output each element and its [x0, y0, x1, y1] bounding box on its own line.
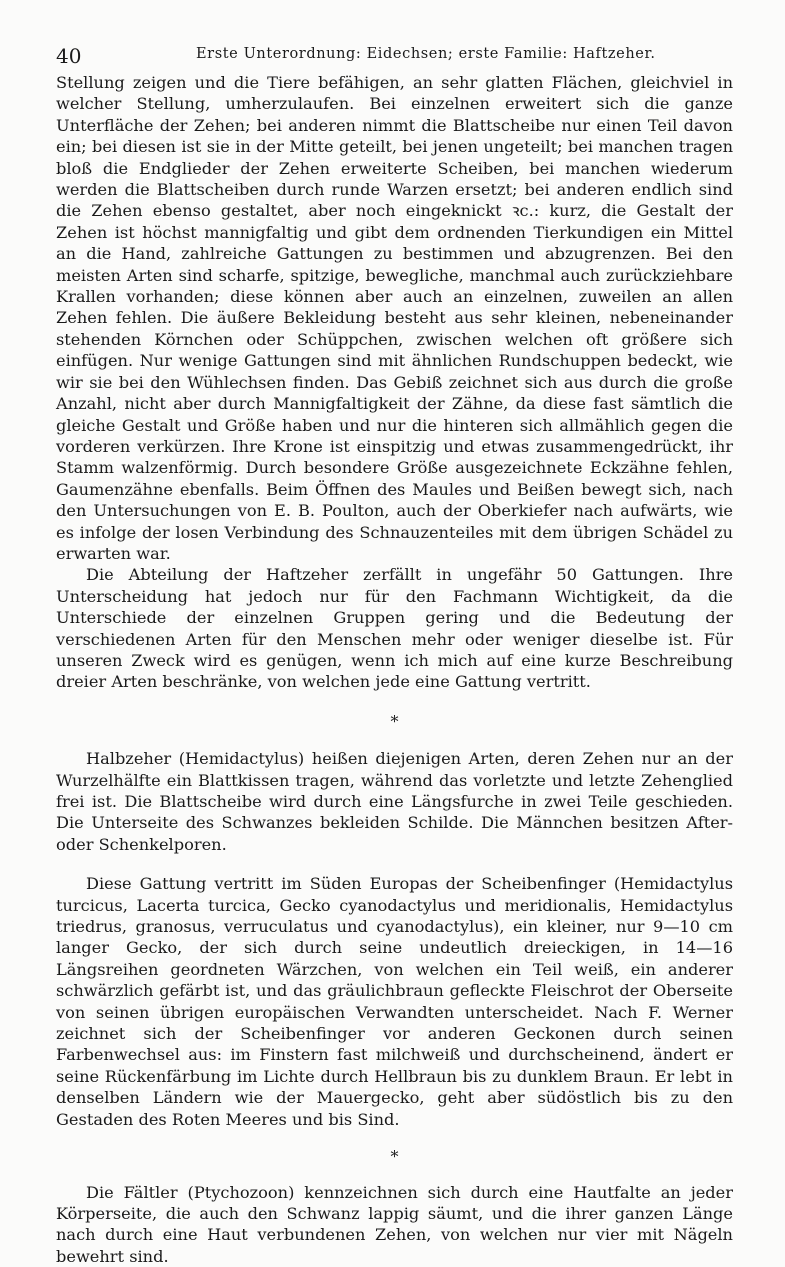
paragraph-hemidactylus: Halbzeher (Hemidactylus) heißen diejenigen Arten, deren Zehen nur an der Wurzelhälfte ein Blattkissen tragen, während das vorletzte und letzte Zehenglied frei ist. Die Blattscheibe wird durch eine Längsfurche in zwei Teile geschieden. Die Unterseite des Schwanzes bekleiden Schilde. Die Männchen besitzen After- oder Schenkelporen.: [56, 748, 733, 855]
section-separator: *: [56, 1146, 733, 1167]
section-separator: *: [56, 711, 733, 732]
paragraph-ptychozoon: Die Fältler (Ptychozoon) kennzeichnen sich durch eine Hautfalte an jeder Körperseite, die auch den Schwanz lappig säumt, und die ihrer ganzen Länge nach durch eine Haut verbundenen Zehen, von welchen nur vier mit Nägeln bewehrt sind.: [56, 1182, 733, 1267]
paragraph-genera-overview: Die Abteilung der Haftzeher zerfällt in ungefähr 50 Gattungen. Ihre Unterscheidung hat jedoch nur für den Fachmann Wichtigkeit, da die Unterschiede der einzelnen Gruppen gering und die Bedeutung der verschiedenen Arten für den Menschen mehr oder weniger dieselbe ist. Für unseren Zweck wird es genügen, wenn ich mich auf eine kurze Beschreibung dreier Arten beschränke, von welchen jede eine Gattung vertritt.: [56, 564, 733, 692]
page-body: [56, 72, 733, 1267]
paragraph-toe-structure: Stellung zeigen und die Tiere befähigen, an sehr glatten Flächen, gleichviel in welcher Stellung, umherzulaufen. Bei einzelnen erweitert sich die ganze Unterfläche der Zehen; bei anderen nimmt die Blattscheibe nur einen Teil davon ein; bei diesen ist sie in der Mitte geteilt, bei jenen ungeteilt; bei manchen tragen bloß die Endglieder der Zehen erweiterte Scheiben, bei manchen wiederum werden die Blattscheiben durch runde Warzen ersetzt; bei anderen endlich sind die Zehen ebenso gestaltet, aber noch eingeknickt ꝛc.: kurz, die Gestalt der Zehen ist höchst mannigfaltig und gibt dem ordnenden Tierkundigen ein Mittel an die Hand, zahlreiche Gattungen zu bestimmen und abzugrenzen. Bei den meisten Arten sind scharfe, spitzige, bewegliche, manchmal auch zurückziehbare Krallen vorhanden; diese können aber auch an einzelnen, zuweilen an allen Zehen fehlen. Die äußere Bekleidung besteht aus sehr kleinen, nebeneinander stehenden Körnchen oder Schüppchen, zwischen welchen oft größere sich einfügen. Nur wenige Gattungen sind mit ähnlichen Rundschuppen bedeckt, wie wir sie bei den Wühlechsen finden. Das Gebiß zeichnet sich aus durch die große Anzahl, nicht aber durch Mannigfaltigkeit der Zähne, da diese fast sämtlich die gleiche Gestalt und Größe haben und nur die hinteren sich allmählich gegen die vorderen verkürzen. Ihre Krone ist einspitzig und etwas zusammengedrückt, ihr Stamm walzenförmig. Durch besondere Größe ausgezeichnete Eckzähne fehlen, Gaumenzähne ebenfalls. Beim Öffnen des Maules und Beißen bewegt sich, nach den Untersuchungen von E. B. Poulton, auch der Oberkiefer nach aufwärts, wie es infolge der losen Verbindung des Schnauzenteiles mit dem übrigen Schädel zu erwarten war.: [56, 72, 733, 564]
page-number: 40: [56, 44, 81, 68]
paragraph-scheibenfinger: Diese Gattung vertritt im Süden Europas der Scheibenfinger (Hemidactylus turcicus, Lacerta turcica, Gecko cyanodactylus und meridionalis, Hemidactylus triedrus, granosus, verruculatus und cyanodactylus), ein kleiner, nur 9—10 cm langer Gecko, der sich durch seine undeutlich dreieckigen, in 14—16 Längsreihen geordneten Wärzchen, von welchen ein Teil weiß, ein anderer schwärzlich gefärbt ist, und das gräulichbraun gefleckte Fleischrot der Oberseite von seinen übrigen europäischen Verwandten unterscheidet. Nach F. Werner zeichnet sich der Scheibenfinger vor anderen Geckonen durch seinen Farbenwechsel aus: im Finstern fast milchweiß und durchscheinend, ändert er seine Rückenfärbung im Lichte durch Hellbraun bis zu dunklem Braun. Er lebt in denselben Ländern wie der Mauergecko, geht aber südöstlich bis zu den Gestaden des Roten Meeres und bis Sind.: [56, 873, 733, 1130]
page-header: [56, 44, 733, 68]
running-head: Erste Unterordnung: Eidechsen; erste Familie: Haftzeher.: [196, 46, 656, 62]
